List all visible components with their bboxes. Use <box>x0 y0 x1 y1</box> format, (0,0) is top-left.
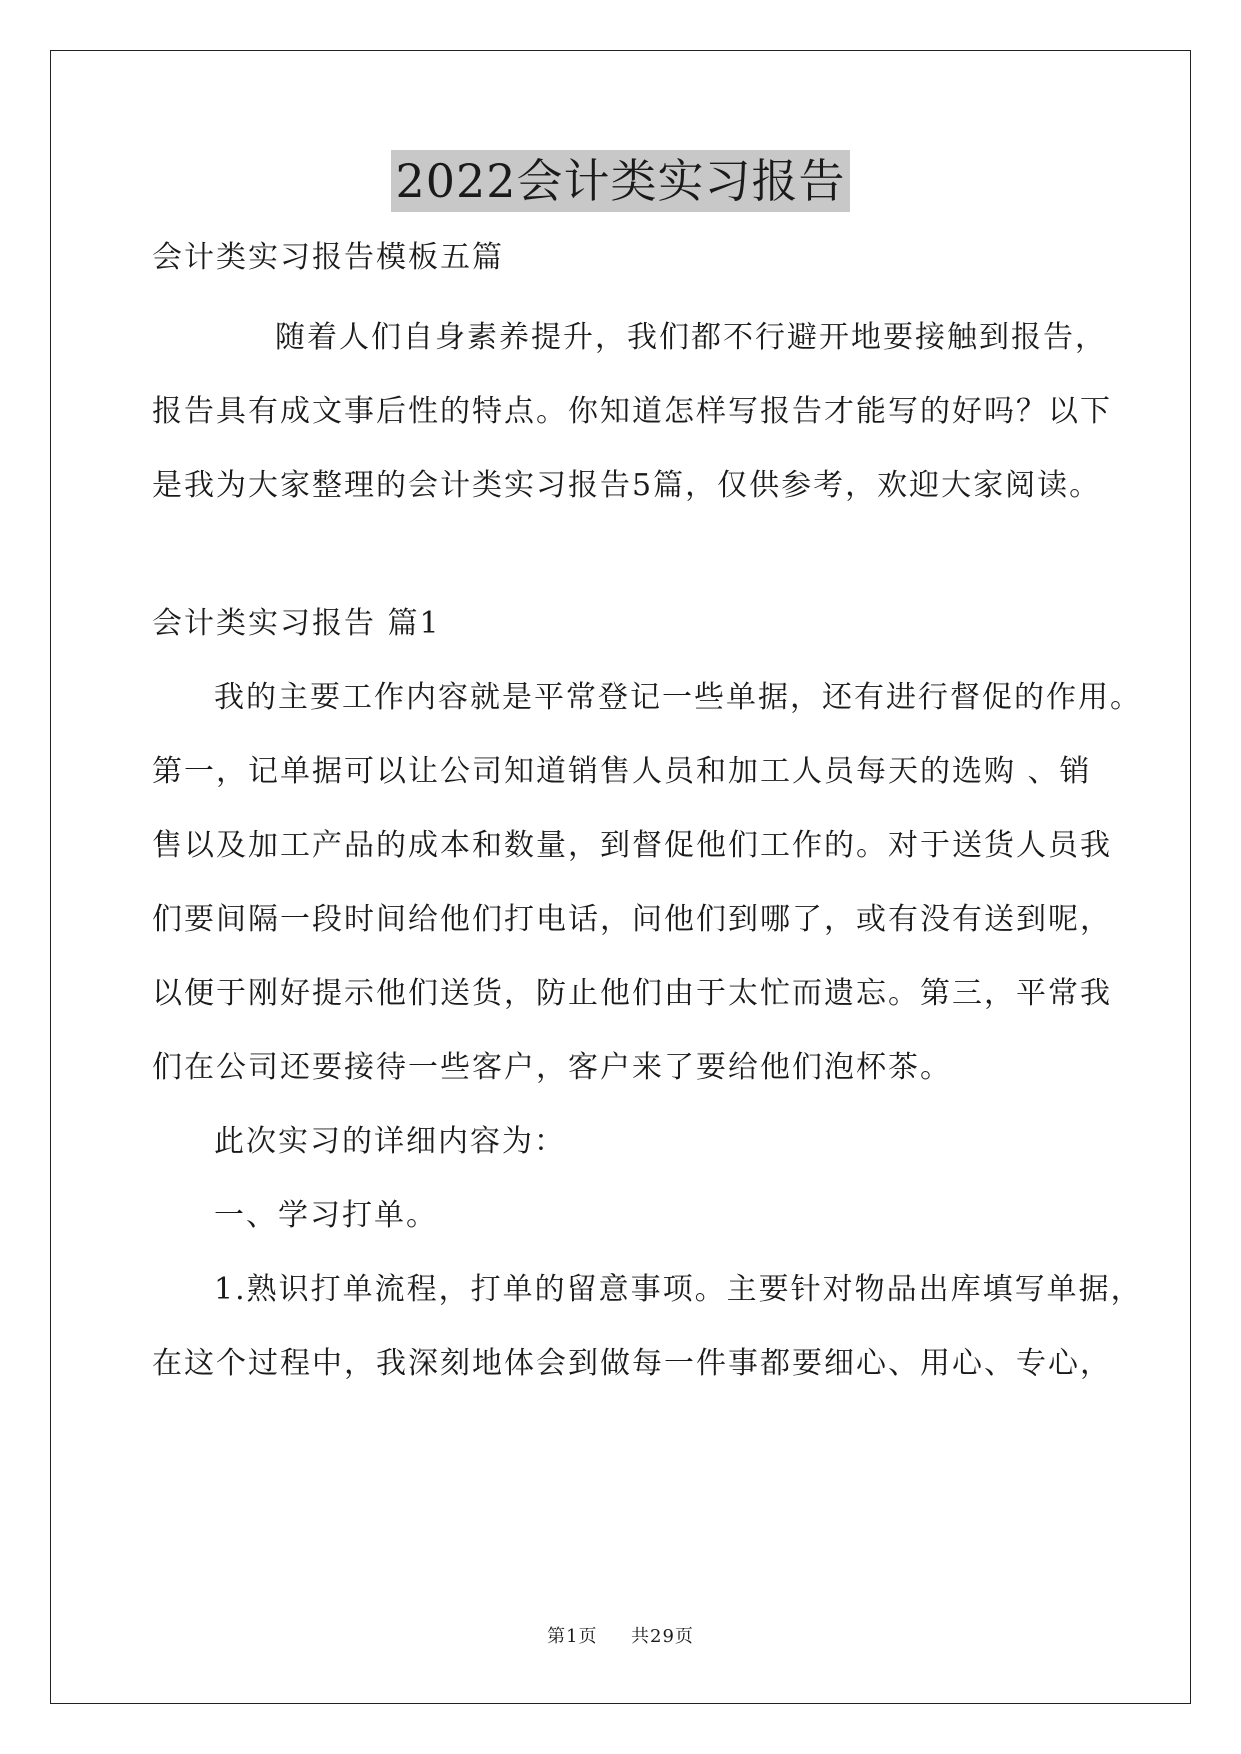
body-line-2: 第一，记单据可以让公司知道销售人员和加工人员每天的选购 、销 <box>152 754 1092 789</box>
intro-line-2: 报告具有成文事后性的特点。你知道怎样写报告才能写的好吗？以下 <box>152 394 1112 429</box>
body-line-3: 售以及加工产品的成本和数量，到督促他们工作的。对于送货人员我 <box>152 828 1112 863</box>
page-border <box>50 50 1191 1704</box>
title-container <box>0 150 1241 212</box>
body-line-1: 我的主要工作内容就是平常登记一些单据，还有进行督促的作用。 <box>214 680 1142 715</box>
body-line-5: 以便于刚好提示他们送货，防止他们由于太忙而遗忘。第三，平常我 <box>152 976 1112 1011</box>
section-heading: 会计类实习报告 篇1 <box>152 606 441 641</box>
body-line-8: 一、学习打单。 <box>214 1198 438 1233</box>
page-total: 共29页 <box>631 1626 694 1647</box>
document-subtitle: 会计类实习报告模板五篇 <box>152 240 504 275</box>
body-line-7: 此次实习的详细内容为： <box>214 1124 566 1159</box>
document-title: 2022会计类实习报告 <box>391 150 849 212</box>
page-number: 第1页 <box>547 1626 598 1647</box>
intro-line-1: 随着人们自身素养提升，我们都不行避开地要接触到报告， <box>275 320 1107 355</box>
intro-line-3: 是我为大家整理的会计类实习报告5篇，仅供参考，欢迎大家阅读。 <box>152 468 1102 503</box>
body-line-4: 们要间隔一段时间给他们打电话，问他们到哪了，或有没有送到呢， <box>152 902 1112 937</box>
body-line-6: 们在公司还要接待一些客户，客户来了要给他们泡杯茶。 <box>152 1050 952 1085</box>
page-footer <box>0 1625 1241 1649</box>
body-line-9: 1.熟识打单流程，打单的留意事项。主要针对物品出库填写单据， <box>214 1272 1143 1307</box>
body-line-10: 在这个过程中，我深刻地体会到做每一件事都要细心、用心、专心， <box>152 1346 1112 1381</box>
